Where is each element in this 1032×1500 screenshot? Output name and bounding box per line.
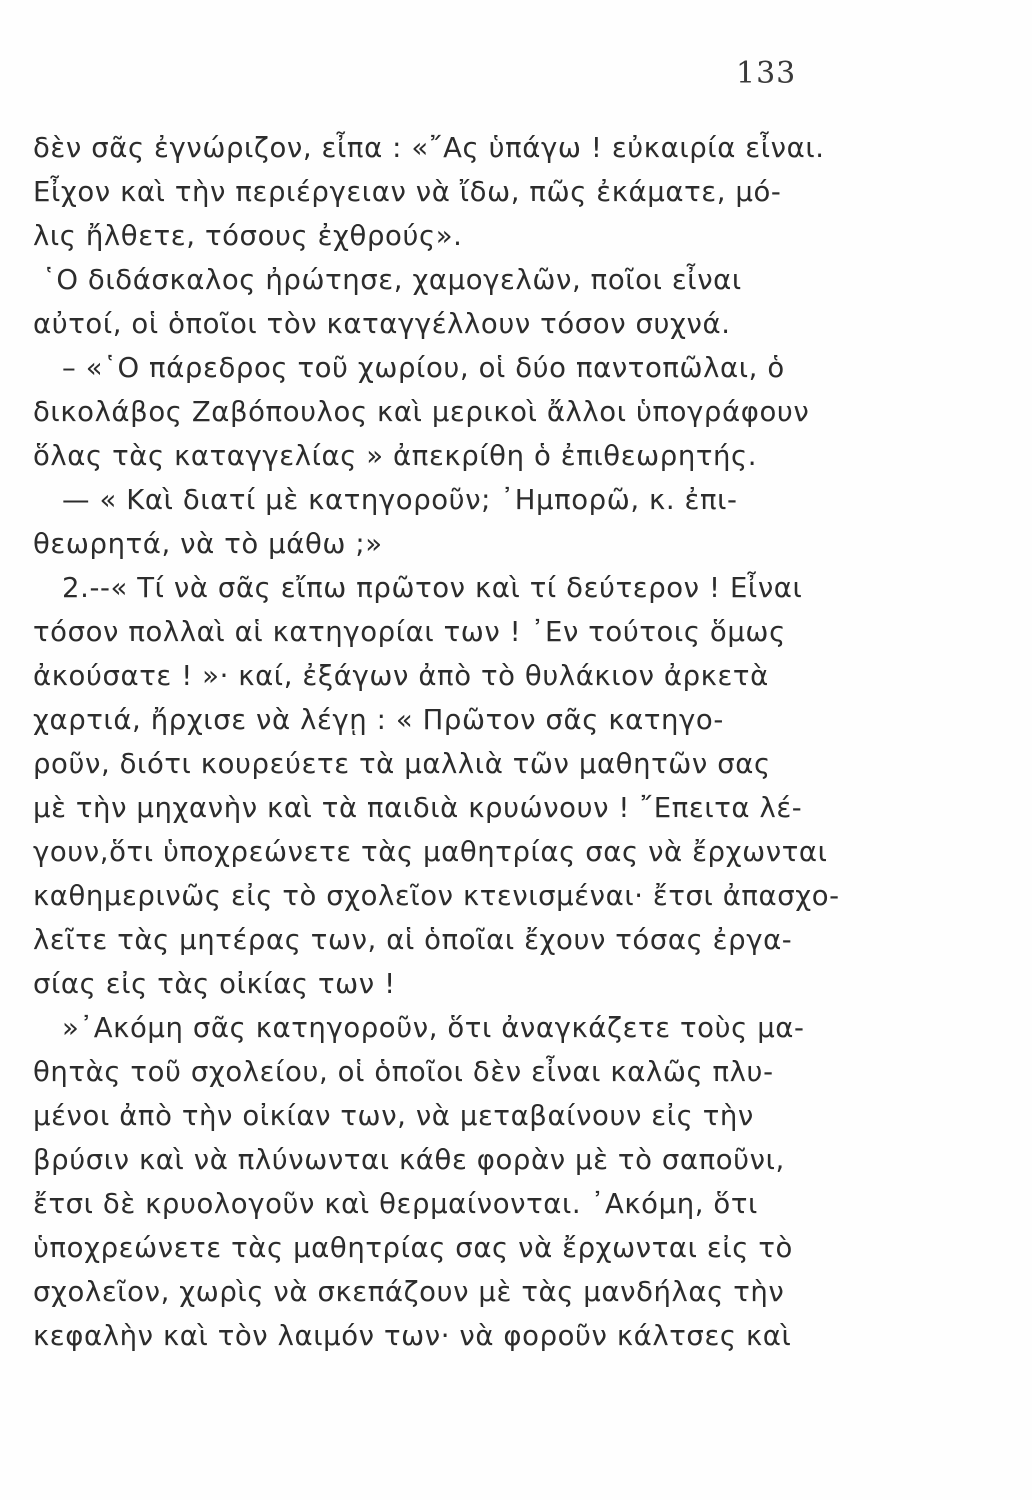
text-line: θεωρητά, νὰ τὸ μάθω ;» (33, 528, 383, 560)
page-number: 133 (736, 56, 797, 91)
text-line: ἀκούσατε ! »· καί, ἐξάγων ἀπὸ τὸ θυλάκιον ἀρκετὰ (33, 660, 769, 692)
text-line: Εἶχον καὶ τὴν περιέργειαν νὰ ἴδω, πῶς ἐκάματε, μό- (33, 176, 782, 208)
text-line: αὐτοί, οἱ ὁποῖοι τὸν καταγγέλλουν τόσον συχνά. (33, 308, 731, 340)
text-line: δὲν σᾶς ἐγνώριζον, εἶπα : «῎Ας ὑπάγω ! εὐκαιρία εἶναι. (33, 132, 825, 164)
text-line: καθημερινῶς εἰς τὸ σχολεῖον κτενισμέναι· ἔτσι ἀπασχο- (33, 880, 840, 912)
text-line: ροῦν, διότι κουρεύετε τὰ μαλλιὰ τῶν μαθητῶν σας (33, 748, 771, 780)
text-line: θητὰς τοῦ σχολείου, οἱ ὁποῖοι δὲν εἶναι καλῶς πλυ- (33, 1056, 774, 1088)
text-line: ἔτσι δὲ κρυολογοῦν καὶ θερμαίνονται. ᾿Ακόμη, ὅτι (33, 1188, 758, 1220)
text-line: γουν,ὅτι ὑποχρεώνετε τὰς μαθητρίας σας νὰ ἔρχωνται (33, 836, 828, 868)
text-line: κεφαλὴν καὶ τὸν λαιμόν των· νὰ φοροῦν κάλτσες καὶ (33, 1320, 792, 1352)
text-line: ὑποχρεώνετε τὰς μαθητρίας σας νὰ ἔρχωνται εἰς τὸ (33, 1232, 793, 1264)
text-line: μὲ τὴν μηχανὴν καὶ τὰ παιδιὰ κρυώνουν ! ῎Επειτα λέ- (33, 792, 803, 824)
text-line: ὅλας τὰς καταγγελίας » ἀπεκρίθη ὁ ἐπιθεωρητής. (33, 440, 758, 472)
text-line: σχολεῖον, χωρὶς νὰ σκεπάζουν μὲ τὰς μανδήλας τὴν (33, 1276, 785, 1308)
text-line: »᾿Ακόμη σᾶς κατηγοροῦν, ὅτι ἀναγκάζετε τοὺς μα- (62, 1012, 805, 1044)
text-line: τόσον πολλαὶ αἱ κατηγορίαι των ! ᾿Εν τούτοις ὅμως (33, 616, 786, 648)
text-line: βρύσιν καὶ νὰ πλύνωνται κάθε φορὰν μὲ τὸ σαποῦνι, (33, 1144, 785, 1176)
text-line: – «῾Ο πάρεδρος τοῦ χωρίου, οἱ δύο παντοπῶλαι, ὁ (62, 352, 785, 384)
text-line: 2.--« Τί νὰ σᾶς εἴπω πρῶτον καὶ τί δεύτερον ! Εἶναι (62, 572, 803, 604)
text-line: λις ἤλθετε, τόσους ἐχθρούς». (33, 220, 463, 252)
text-line: χαρτιά, ἤρχισε νὰ λέγῃ : « Πρῶτον σᾶς κατηγο- (33, 704, 724, 736)
text-line: λεῖτε τὰς μητέρας των, αἱ ὁποῖαι ἔχουν τόσας ἐργα- (33, 924, 793, 956)
text-line: μένοι ἀπὸ τὴν οἰκίαν των, νὰ μεταβαίνουν εἰς τὴν (33, 1100, 754, 1132)
text-line: ῾Ο διδάσκαλος ἠρώτησε, χαμογελῶν, ποῖοι εἶναι (42, 264, 742, 296)
text-line: δικολάβος Ζαβόπουλος καὶ μερικοὶ ἄλλοι ὑπογράφουν (33, 396, 810, 428)
text-line: — « Καὶ διατί μὲ κατηγοροῦν; ᾿Ημπορῶ, κ. ἐπι- (62, 484, 738, 516)
text-line: σίας εἰς τὰς οἰκίας των ! (33, 968, 396, 1000)
